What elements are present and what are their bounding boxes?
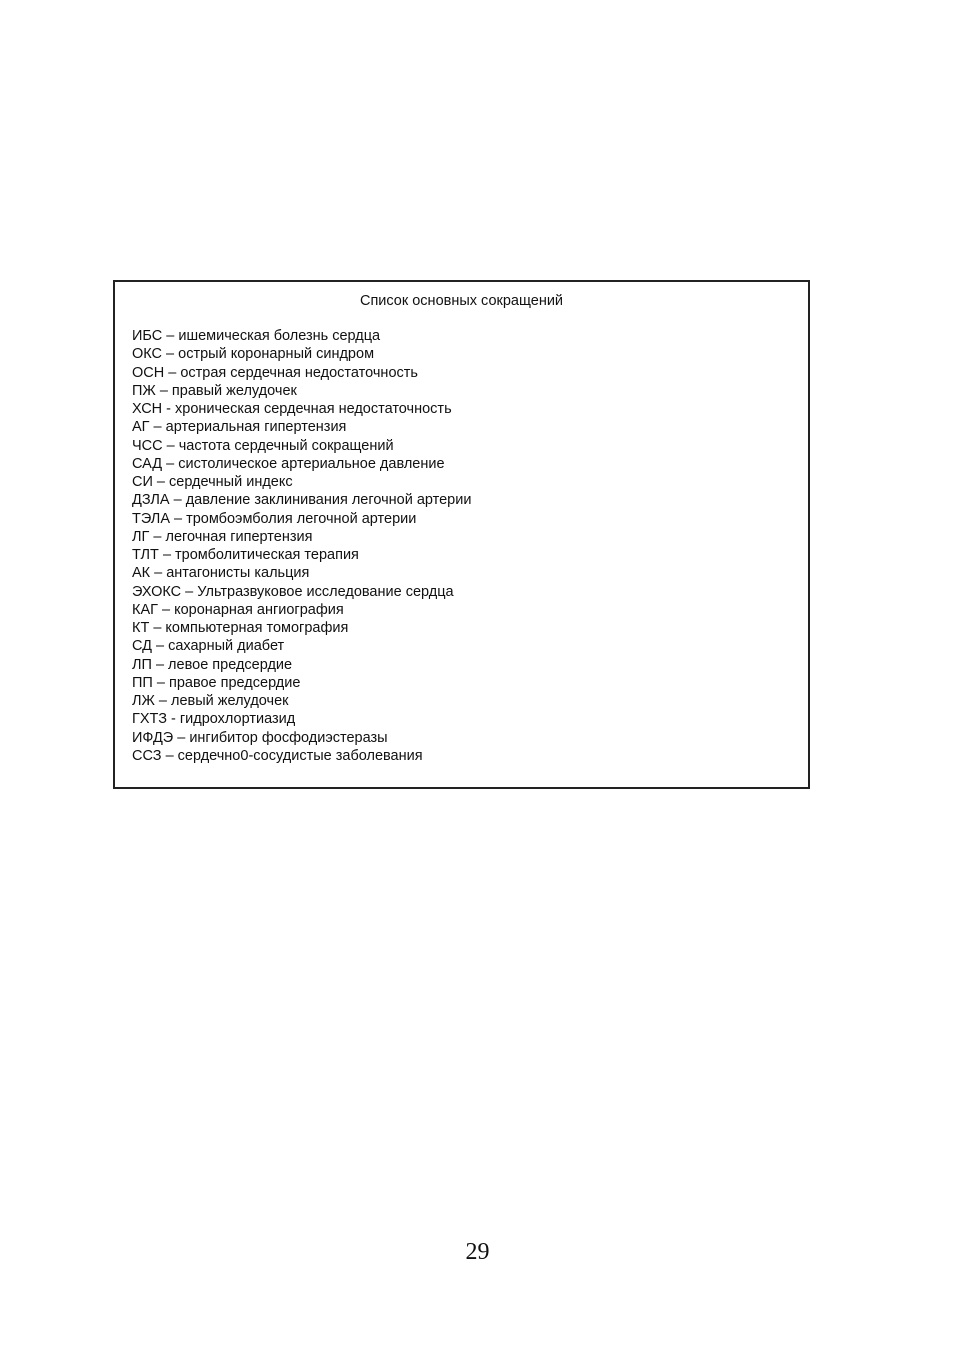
abbreviations-title: Список основных сокращений bbox=[359, 293, 564, 309]
list-item: СИ – сердечный индекс bbox=[132, 474, 293, 490]
list-item: ЛП – левое предсердие bbox=[132, 656, 293, 673]
list-item: САД – систолическое артериальное давление bbox=[132, 455, 445, 472]
list-item: СД – сахарный диабет bbox=[132, 638, 285, 655]
list-item: ЭХОКС – Ультразвуковое исследование сердца bbox=[132, 583, 454, 600]
list-item: ТЭЛА – тромбоэмболия легочной артерии bbox=[132, 510, 417, 527]
list-item: ТЛТ – тромболитическая терапия bbox=[132, 547, 359, 563]
list-item: ЧСС – частота сердечный сокращений bbox=[132, 437, 394, 454]
list-item: ОКС – острый коронарный синдром bbox=[132, 346, 375, 363]
abbreviations-list bbox=[132, 327, 471, 765]
list-item: АГ – артериальная гипертензия bbox=[132, 419, 347, 436]
list-item: ГХТЗ - гидрохлортиазид bbox=[132, 711, 296, 728]
list-item: ИФДЭ – ингибитор фосфодиэстеразы bbox=[132, 729, 388, 746]
list-item: ССЗ – сердечно0-сосудистые заболевания bbox=[132, 747, 423, 764]
abbreviations-box bbox=[113, 280, 810, 789]
list-item: КТ – компьютерная томография bbox=[132, 620, 349, 636]
list-item: ОСН – острая сердечная недостаточность bbox=[132, 364, 418, 381]
list-item: ИБС – ишемическая болезнь сердца bbox=[132, 328, 381, 344]
list-item: АК – антагонисты кальция bbox=[132, 565, 310, 582]
list-item: ПП – правое предсердие bbox=[132, 674, 301, 691]
list-item: КАГ – коронарная ангиография bbox=[132, 601, 344, 618]
page-number: 29 bbox=[465, 1239, 490, 1265]
list-item: ХСН - хроническая сердечная недостаточность bbox=[132, 401, 452, 417]
list-item: ЛЖ – левый желудочек bbox=[132, 693, 289, 709]
list-item: ДЗЛА – давление заклинивания легочной артерии bbox=[132, 492, 472, 509]
list-item: ПЖ – правый желудочек bbox=[132, 382, 297, 399]
list-item: ЛГ – легочная гипертензия bbox=[132, 528, 313, 545]
